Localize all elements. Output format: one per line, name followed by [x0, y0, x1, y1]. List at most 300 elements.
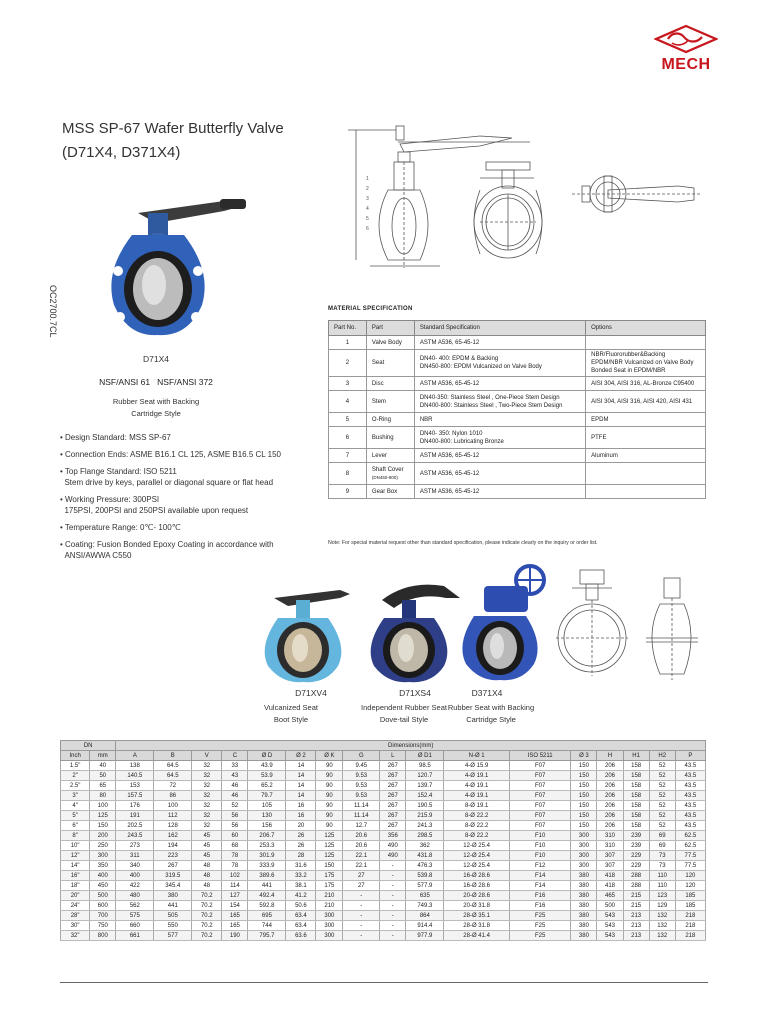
dimension-cell: 298.5	[406, 831, 444, 841]
material-cell	[414, 413, 585, 427]
material-cell	[586, 427, 706, 449]
dimension-col-header: Ø D1	[406, 751, 444, 761]
part-name: Disc	[371, 380, 384, 387]
material-cell	[414, 377, 585, 391]
dimension-cell: 120	[675, 871, 705, 881]
dimension-cell: 300	[571, 841, 597, 851]
dimension-cell: 90	[316, 811, 343, 821]
dimension-cell: 977.9	[406, 931, 444, 941]
dimension-cell: 158	[623, 771, 649, 781]
product-d71xs4-model: D71XS4	[399, 688, 431, 698]
technical-drawing-gear-front	[552, 566, 632, 686]
dimension-cell: 550	[154, 921, 192, 931]
option: AISI 304, AISI 316, AISI 420, AISI 431	[591, 398, 693, 405]
dimension-cell: 750	[90, 921, 116, 931]
dimension-cell: 46	[222, 791, 248, 801]
dimension-cell: 112	[154, 811, 192, 821]
table-row	[61, 781, 706, 791]
material-cell	[329, 427, 367, 449]
dimension-cell: 43.5	[675, 801, 705, 811]
product-d71xs4-desc-2: Dove-tail Style	[379, 715, 429, 724]
dimension-cell: 78	[222, 861, 248, 871]
dimension-cell: 191	[116, 811, 154, 821]
dimension-cell: 400	[90, 871, 116, 881]
dimension-cell: 40	[90, 761, 116, 771]
material-row	[329, 350, 706, 377]
dimension-cell: 185	[675, 901, 705, 911]
dimension-cell: 150	[90, 821, 116, 831]
dimension-cell: 158	[623, 781, 649, 791]
dimension-cell: 32	[192, 781, 222, 791]
material-cell	[414, 427, 585, 449]
dimension-cell: 32	[192, 771, 222, 781]
dimension-cell: 307	[597, 851, 623, 861]
dimension-cell: 562	[116, 901, 154, 911]
dimension-cell: 450	[90, 881, 116, 891]
svg-text:5: 5	[366, 216, 369, 222]
dimension-cell: 635	[406, 891, 444, 901]
dimension-col-header: Ø D	[248, 751, 286, 761]
dimension-cell: 8-Ø 22.2	[444, 831, 510, 841]
dimension-cell: 128	[154, 821, 192, 831]
dimension-cell: 28-Ø 41.4	[444, 931, 510, 941]
dimension-cell: 206	[597, 781, 623, 791]
dimension-cell: -	[343, 911, 380, 921]
main-product-model: D71X4	[143, 354, 169, 364]
dimension-cell: F16	[509, 901, 570, 911]
dimension-cell: 267	[380, 821, 406, 831]
dimension-cell: 380	[571, 921, 597, 931]
dimension-cell: 79.7	[248, 791, 286, 801]
dimension-cell: 206	[597, 761, 623, 771]
dimension-cell: 52	[649, 791, 675, 801]
dimension-cell: F07	[509, 781, 570, 791]
table-row	[61, 901, 706, 911]
dimension-cell: 600	[90, 901, 116, 911]
dimension-cell: 46	[222, 781, 248, 791]
table-row	[61, 801, 706, 811]
dimension-cell: 300	[571, 861, 597, 871]
dimension-cell: F25	[509, 911, 570, 921]
dimension-cell: 52	[649, 781, 675, 791]
material-cell	[366, 413, 414, 427]
dimension-cell: 749.3	[406, 901, 444, 911]
dimension-cell: 45	[192, 851, 222, 861]
header-dn: DN	[61, 741, 116, 751]
dimension-cell: 18"	[61, 881, 90, 891]
dimension-cell: 20.6	[343, 841, 380, 851]
dimension-cell: 150	[571, 761, 597, 771]
dimension-cell: 90	[316, 791, 343, 801]
dimension-cell: 64.5	[154, 761, 192, 771]
dimension-cell: 577	[154, 931, 192, 941]
table-row	[61, 931, 706, 941]
dimension-cell: 70.2	[192, 921, 222, 931]
material-cell	[329, 391, 367, 413]
dimension-cell: 43.5	[675, 821, 705, 831]
material-cell	[414, 485, 585, 499]
option: PTFE	[591, 434, 607, 441]
dimension-cell: 241.3	[406, 821, 444, 831]
dimension-cell: 311	[116, 851, 154, 861]
dimension-cell: F14	[509, 881, 570, 891]
dimension-cell: 16	[286, 801, 316, 811]
dimension-cell: 215	[623, 901, 649, 911]
dimension-cell: 20	[286, 821, 316, 831]
dimension-cell: 300	[571, 851, 597, 861]
dimension-cell: 22.1	[343, 861, 380, 871]
option-2: EPDM/NBR Vulcanized on Valve Body	[591, 360, 694, 366]
dimension-cell: 14	[286, 781, 316, 791]
dimension-cell: 6"	[61, 821, 90, 831]
dimension-cell: 210	[316, 891, 343, 901]
dimension-cell: 661	[116, 931, 154, 941]
dimension-cell: 267	[380, 761, 406, 771]
material-row	[329, 336, 706, 350]
dimension-cell: 380	[571, 871, 597, 881]
dimension-cell: 52	[222, 801, 248, 811]
dimension-cell: 62.5	[675, 841, 705, 851]
standard-spec: ASTM A536, 65-45-12	[419, 470, 480, 477]
dimension-cell: 218	[675, 931, 705, 941]
material-cell	[329, 449, 367, 463]
dimension-cell: 1.5"	[61, 761, 90, 771]
standard-spec: ASTM A536, 65-45-12	[419, 488, 480, 495]
dimension-col-header: Ø 3	[571, 751, 597, 761]
dimension-cell: F14	[509, 871, 570, 881]
dimension-col-header: P	[675, 751, 705, 761]
dimension-cell: 476.3	[406, 861, 444, 871]
dimension-cell: 53.9	[248, 771, 286, 781]
dimension-cell: 345.4	[154, 881, 192, 891]
dimension-cell: 175	[316, 881, 343, 891]
dimension-cell: 158	[623, 761, 649, 771]
dimension-cell: 28-Ø 35.1	[444, 911, 510, 921]
dimension-cell: 32	[192, 801, 222, 811]
dimension-cell: 253.3	[248, 841, 286, 851]
dimension-cell: 98.5	[406, 761, 444, 771]
dimension-cell: 11.14	[343, 811, 380, 821]
dimension-cell: 10"	[61, 841, 90, 851]
dimension-cell: 4-Ø 19.1	[444, 791, 510, 801]
dimension-cell: 120.7	[406, 771, 444, 781]
dimension-cell: -	[380, 861, 406, 871]
dimension-cell: 273	[116, 841, 154, 851]
product-code-vertical: OC2700.7CL	[48, 285, 58, 338]
dimension-cell: 441	[248, 881, 286, 891]
dimension-cell: 700	[90, 911, 116, 921]
dimension-cell: 175	[316, 871, 343, 881]
dimension-cell: 100	[90, 801, 116, 811]
brand-logo	[650, 24, 722, 80]
dimension-cell: 800	[90, 931, 116, 941]
standard-spec: ASTM A536, 65-45-12	[419, 452, 480, 459]
dimension-cell: 41.2	[286, 891, 316, 901]
dimension-cell: 165	[222, 911, 248, 921]
dimension-cell: 56	[222, 811, 248, 821]
dimension-cell: F12	[509, 861, 570, 871]
dimension-col-header: H1	[623, 751, 649, 761]
spec-top-flange: • Top Flange Standard: ISO 5211 Stem drive by keys, parallel or diagonal square or flat head	[60, 467, 274, 487]
dimension-cell: 288	[623, 871, 649, 881]
dimension-cell: 218	[675, 911, 705, 921]
dimension-cell: 543	[597, 911, 623, 921]
dimension-cell: 500	[90, 891, 116, 901]
dimension-cell: 90	[316, 801, 343, 811]
dimension-cell: 26	[286, 831, 316, 841]
dimension-cell: 16"	[61, 871, 90, 881]
dimension-cell: -	[380, 931, 406, 941]
material-cell	[366, 485, 414, 499]
dimension-cell: 310	[597, 841, 623, 851]
header-options: Options	[586, 321, 706, 336]
dimension-cell: 12-Ø 25.4	[444, 861, 510, 871]
dimension-cell: 695	[248, 911, 286, 921]
dimension-cell: 14	[286, 771, 316, 781]
dimension-cell: 380	[571, 931, 597, 941]
dimension-cell: 12-Ø 25.4	[444, 851, 510, 861]
dimension-cell: 153	[116, 781, 154, 791]
dimension-cell: -	[380, 911, 406, 921]
technical-drawing-gear-side	[636, 574, 708, 686]
dimension-cell: 150	[571, 791, 597, 801]
material-cell	[366, 449, 414, 463]
dimension-cell: 38.1	[286, 881, 316, 891]
dimension-cell: 539.8	[406, 871, 444, 881]
dimension-col-header: B	[154, 751, 192, 761]
dimension-cell: -	[343, 921, 380, 931]
dimension-cell: 24"	[61, 901, 90, 911]
dimension-cell: 864	[406, 911, 444, 921]
dimension-cell: 48	[192, 861, 222, 871]
dimension-cell: 86	[154, 791, 192, 801]
dimension-cell: 125	[90, 811, 116, 821]
technical-drawing-front	[330, 120, 560, 280]
dimension-cell: 20-Ø 31.8	[444, 901, 510, 911]
dimension-cell: -	[343, 891, 380, 901]
dimension-cell: 380	[571, 881, 597, 891]
svg-text:6: 6	[366, 226, 369, 232]
product-d371x4-desc	[436, 702, 546, 726]
dimension-cell: 9.53	[343, 771, 380, 781]
dimension-cell: 795.7	[248, 931, 286, 941]
dimension-cell: 206	[597, 791, 623, 801]
standard-spec-2: DN450-800: EPDM Vulcanized on Valve Body	[419, 364, 542, 370]
dimension-cell: -	[380, 871, 406, 881]
dimension-cell: 490	[380, 841, 406, 851]
dimension-cell: 125	[316, 831, 343, 841]
dimension-cell: 418	[597, 871, 623, 881]
table-row	[61, 811, 706, 821]
dimension-cell: 26	[286, 841, 316, 851]
dimension-cell: 32	[192, 791, 222, 801]
material-cell	[414, 449, 585, 463]
part-name: Seat	[371, 360, 385, 366]
standard-spec-2: DN400-800: Lubricating Bronze	[419, 438, 504, 445]
dimension-cell: 157.5	[116, 791, 154, 801]
dimension-cell: 90	[316, 761, 343, 771]
material-cell	[586, 391, 706, 413]
dimension-cell: 43.5	[675, 791, 705, 801]
dimension-cell: 28	[286, 851, 316, 861]
dimension-cell: 362	[406, 841, 444, 851]
dimension-cell: 70.2	[192, 931, 222, 941]
dimension-cell: 43.5	[675, 811, 705, 821]
dimension-cell: 380	[154, 891, 192, 901]
material-cell	[586, 413, 706, 427]
dimension-cell: 202.5	[116, 821, 154, 831]
part-no: 3	[345, 380, 350, 387]
dimension-cell: 744	[248, 921, 286, 931]
dimension-cell: 125	[316, 841, 343, 851]
dimension-cell: 158	[623, 801, 649, 811]
dimension-cell: 14	[286, 791, 316, 801]
table-row	[61, 841, 706, 851]
standard-spec: NBR	[419, 416, 433, 423]
dimension-cell: 72	[154, 781, 192, 791]
standard-spec: ASTM A536, 65-45-12	[419, 339, 480, 346]
part-no: 7	[345, 452, 350, 459]
part-no: 8	[345, 470, 350, 477]
dimension-cell: 114	[222, 881, 248, 891]
standard-spec-2: DN400-800: Stainless Steel , Two-Piece Stem Design	[419, 402, 563, 409]
svg-text:1: 1	[366, 176, 369, 182]
product-d371x4-model: D371X4	[471, 688, 503, 698]
dimension-cell: 12.7	[343, 821, 380, 831]
material-cell	[414, 391, 585, 413]
dimension-cell: -	[380, 901, 406, 911]
dimension-cell: 356	[380, 831, 406, 841]
material-cell	[329, 336, 367, 350]
dimension-col-header: mm	[90, 751, 116, 761]
dimension-col-header: N-Ø 1	[444, 751, 510, 761]
dimension-cell: 43	[222, 771, 248, 781]
dimension-cell: 32	[192, 821, 222, 831]
dimension-cell: 307	[597, 861, 623, 871]
spec-pressure: • Working Pressure: 300PSI 175PSI, 200PSI and 250PSI available upon request	[60, 495, 249, 515]
part-name: Bushing	[371, 434, 394, 441]
dimension-cell: 267	[380, 811, 406, 821]
dimension-cell: 16-Ø 28.6	[444, 871, 510, 881]
material-cell	[586, 377, 706, 391]
dimension-cell: 310	[597, 831, 623, 841]
dimension-cell: F10	[509, 831, 570, 841]
material-cell	[414, 350, 585, 377]
dimension-cell: 480	[116, 891, 154, 901]
standard-spec: DN40- 400: EPDM & Backing	[419, 356, 499, 362]
dimension-cell: 33	[222, 761, 248, 771]
dimension-cell: 333.9	[248, 861, 286, 871]
dimension-cell: 77.5	[675, 851, 705, 861]
dimension-cell: 229	[623, 861, 649, 871]
dimension-cell: 43.9	[248, 761, 286, 771]
part-name: Shaft Cover	[371, 466, 404, 473]
table-row	[61, 831, 706, 841]
dimension-cell: 380	[571, 911, 597, 921]
dimension-cell: 150	[571, 801, 597, 811]
dimension-cell: 239	[623, 831, 649, 841]
dimension-cell: 340	[116, 861, 154, 871]
part-name: O-Ring	[371, 416, 391, 423]
header-standard-spec: Standard Specification	[414, 321, 585, 336]
dimension-cell: 140.5	[116, 771, 154, 781]
dimension-cell: 150	[571, 781, 597, 791]
spec-design: • Design Standard: MSS SP-67	[60, 433, 171, 442]
dimension-column-header	[61, 751, 706, 761]
material-cell	[366, 336, 414, 350]
main-product-description	[96, 396, 216, 420]
dimension-cell: -	[343, 931, 380, 941]
spec-list	[60, 432, 330, 567]
dimension-cell: 4-Ø 15.9	[444, 761, 510, 771]
dimension-cell: 130	[248, 811, 286, 821]
dimension-cell: 33.2	[286, 871, 316, 881]
dimension-cell: 150	[571, 771, 597, 781]
dimension-cell: 288	[623, 881, 649, 891]
dimension-cell: 215	[623, 891, 649, 901]
table-row	[61, 891, 706, 901]
dimension-cell: 22.1	[343, 851, 380, 861]
dimension-col-header: Inch	[61, 751, 90, 761]
dimension-cell: 660	[116, 921, 154, 931]
dimension-cell: F25	[509, 931, 570, 941]
option-3: Bonded Seat in EPDM/NBR	[591, 368, 666, 374]
dimension-cell: 490	[380, 851, 406, 861]
material-cell	[329, 413, 367, 427]
part-no: 5	[345, 416, 350, 423]
table-row	[61, 761, 706, 771]
dimension-cell: 90	[316, 821, 343, 831]
dimension-cell: 32"	[61, 931, 90, 941]
dimension-cell: -	[343, 901, 380, 911]
title-line-2: (D71X4, D371X4)	[62, 144, 181, 161]
dimension-cell: 132	[649, 931, 675, 941]
dimension-cell: 300	[571, 831, 597, 841]
dimension-cell: 65.2	[248, 781, 286, 791]
dimension-cell: 210	[316, 901, 343, 911]
dimension-cell: 2"	[61, 771, 90, 781]
product-d71xv4-desc-1: Vulcanized Seat	[264, 703, 318, 712]
dimension-cell: 90	[316, 771, 343, 781]
material-cell	[414, 336, 585, 350]
dimension-cell: 123	[649, 891, 675, 901]
dimension-cell: 218	[675, 921, 705, 931]
material-row	[329, 391, 706, 413]
dimension-cell: 9.53	[343, 791, 380, 801]
dimension-cell: 90	[316, 781, 343, 791]
dimension-cell: 190.5	[406, 801, 444, 811]
dimension-cell: 65	[90, 781, 116, 791]
dimension-cell: 9.53	[343, 781, 380, 791]
brand-name: MECH	[661, 56, 711, 73]
header-part: Part	[366, 321, 414, 336]
dimension-cell: 8-Ø 22.2	[444, 811, 510, 821]
standard-spec: DN40-350: Stainless Steel , One-Piece Stem Design	[419, 394, 560, 401]
dimension-cell: 78	[222, 851, 248, 861]
dimension-cell: 300	[316, 911, 343, 921]
dimension-cell: 2.5"	[61, 781, 90, 791]
dimension-cell: 125	[316, 851, 343, 861]
dimension-cell: 69	[649, 831, 675, 841]
dimension-cell: 27	[343, 871, 380, 881]
material-cell	[586, 485, 706, 499]
dimension-cell: 500	[597, 901, 623, 911]
dimension-cell: 62.5	[675, 831, 705, 841]
dimension-cell: 8-Ø 22.2	[444, 821, 510, 831]
dimension-cell: 28-Ø 31.8	[444, 921, 510, 931]
material-cell	[366, 350, 414, 377]
svg-text:2: 2	[366, 186, 369, 192]
